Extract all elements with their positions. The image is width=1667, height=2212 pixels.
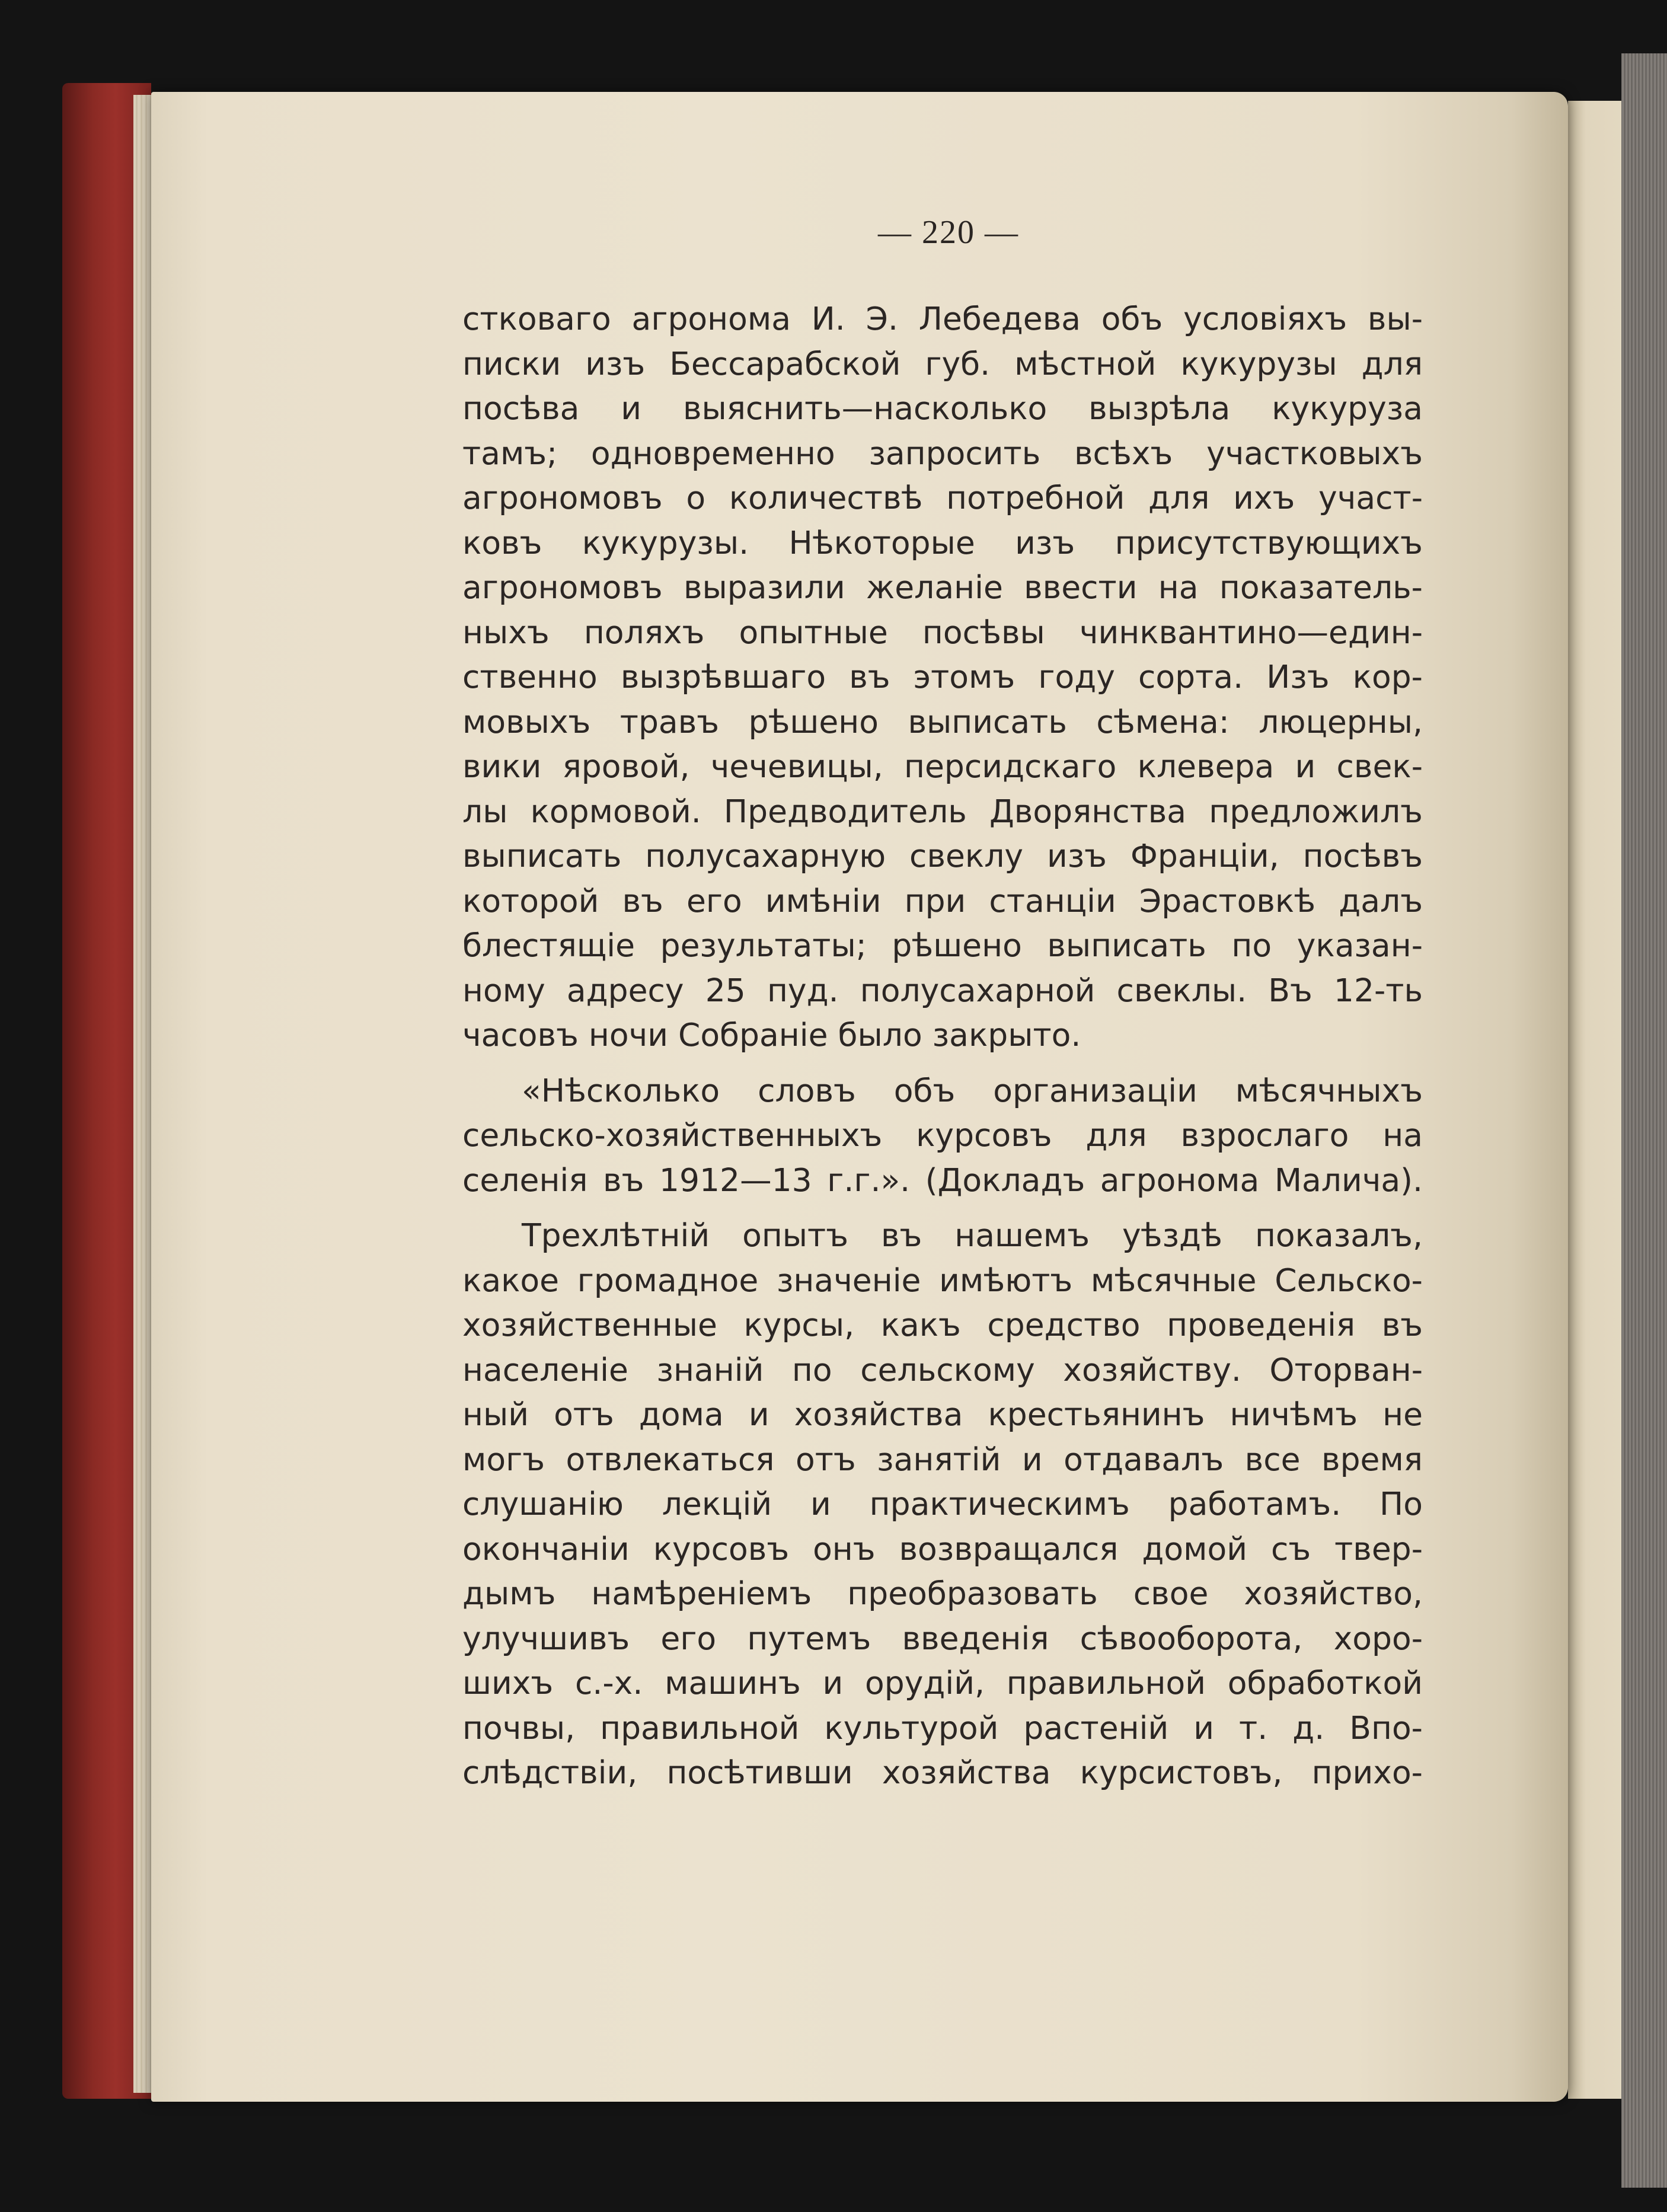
text-line: могъ отвлекаться отъ занятій и отдавалъ все время (462, 1440, 1423, 1478)
text-line: часовъ ночи Собраніе было закрыто. (462, 1016, 1081, 1054)
text-line: дымъ намѣреніемъ преобразовать свое хозяйство, (462, 1575, 1423, 1612)
text-line: писки изъ Бессарабской губ. мѣстной кукурузы для (462, 344, 1423, 382)
text-line: выписать полусахарную свеклу изъ Франціи, посѣвъ (462, 837, 1423, 874)
text-line: стковаго агронома И. Э. Лебедева объ условіяхъ вы- (462, 300, 1423, 337)
paragraph-gap (462, 1058, 1423, 1068)
text-line: слушанію лекцій и практическимъ работамъ. По (462, 1485, 1423, 1522)
text-line: вики яровой, чечевицы, персидскаго клевера и свек- (462, 748, 1423, 785)
text-line: окончаніи курсовъ онъ возвращался домой съ твер- (462, 1530, 1423, 1568)
text-line: ныхъ поляхъ опытные посѣвы чинквантино—един- (462, 613, 1423, 651)
paragraph (462, 1213, 1423, 1795)
facing-page-edges (1621, 53, 1667, 2188)
text-line: блестящіе результаты; рѣшено выписать по указан- (462, 927, 1423, 964)
paragraph-gap (462, 1202, 1423, 1213)
text-line: агрономовъ о количествѣ потребной для ихъ участ- (462, 479, 1423, 516)
body-text (462, 296, 1423, 1795)
text-line: «Нѣсколько словъ объ организаціи мѣсячныхъ (522, 1071, 1423, 1109)
page-number: — 220 — (878, 214, 1019, 251)
text-line: лы кормовой. Предводитель Дворянства предложилъ (462, 792, 1423, 830)
text-line: селенія въ 1912—13 г.г.». (Докладъ агронома Малича). (462, 1161, 1423, 1199)
text-line: улучшивъ его путемъ введенія сѣвооборота, хоро- (462, 1619, 1423, 1657)
text-line: агрономовъ выразили желаніе ввести на показатель- (462, 569, 1423, 606)
text-line: какое громадное значеніе имѣютъ мѣсячные Сельско- (462, 1261, 1423, 1299)
text-line: ковъ кукурузы. Нѣкоторые изъ присутствующихъ (462, 524, 1423, 561)
text-line: ный отъ дома и хозяйства крестьянинъ ничѣмъ не (462, 1396, 1423, 1433)
text-line: почвы, правильной культурой растеній и т. д. Впо- (462, 1709, 1423, 1747)
paragraph (462, 296, 1423, 1058)
text-line: сельско-хозяйственныхъ курсовъ для взрослаго на (462, 1116, 1423, 1154)
paragraph (462, 1068, 1423, 1203)
text-line: населеніе знаній по сельскому хозяйству. Оторван- (462, 1351, 1423, 1389)
text-line: ственно вызрѣвшаго въ этомъ году сорта. Изъ кор- (462, 658, 1423, 695)
text-line: посѣва и выяснить—насколько вызрѣла кукуруза (462, 390, 1423, 427)
text-line: слѣдствіи, посѣтивши хозяйства курсистовъ, прихо- (462, 1754, 1423, 1791)
text-line: хозяйственные курсы, какъ средство проведенія въ (462, 1306, 1423, 1343)
text-line: тамъ; одновременно запросить всѣхъ участковыхъ (462, 434, 1423, 472)
text-line: Трехлѣтній опытъ въ нашемъ уѣздѣ показалъ, (522, 1217, 1423, 1254)
text-line: ному адресу 25 пуд. полусахарной свеклы. Въ 12-ть (462, 971, 1423, 1009)
text-line: которой въ его имѣніи при станціи Эрастовкѣ далъ (462, 882, 1423, 920)
text-line: мовыхъ травъ рѣшено выписать сѣмена: люцерны, (462, 703, 1423, 740)
text-line: шихъ с.-х. машинъ и орудій, правильной обработкой (462, 1664, 1423, 1702)
